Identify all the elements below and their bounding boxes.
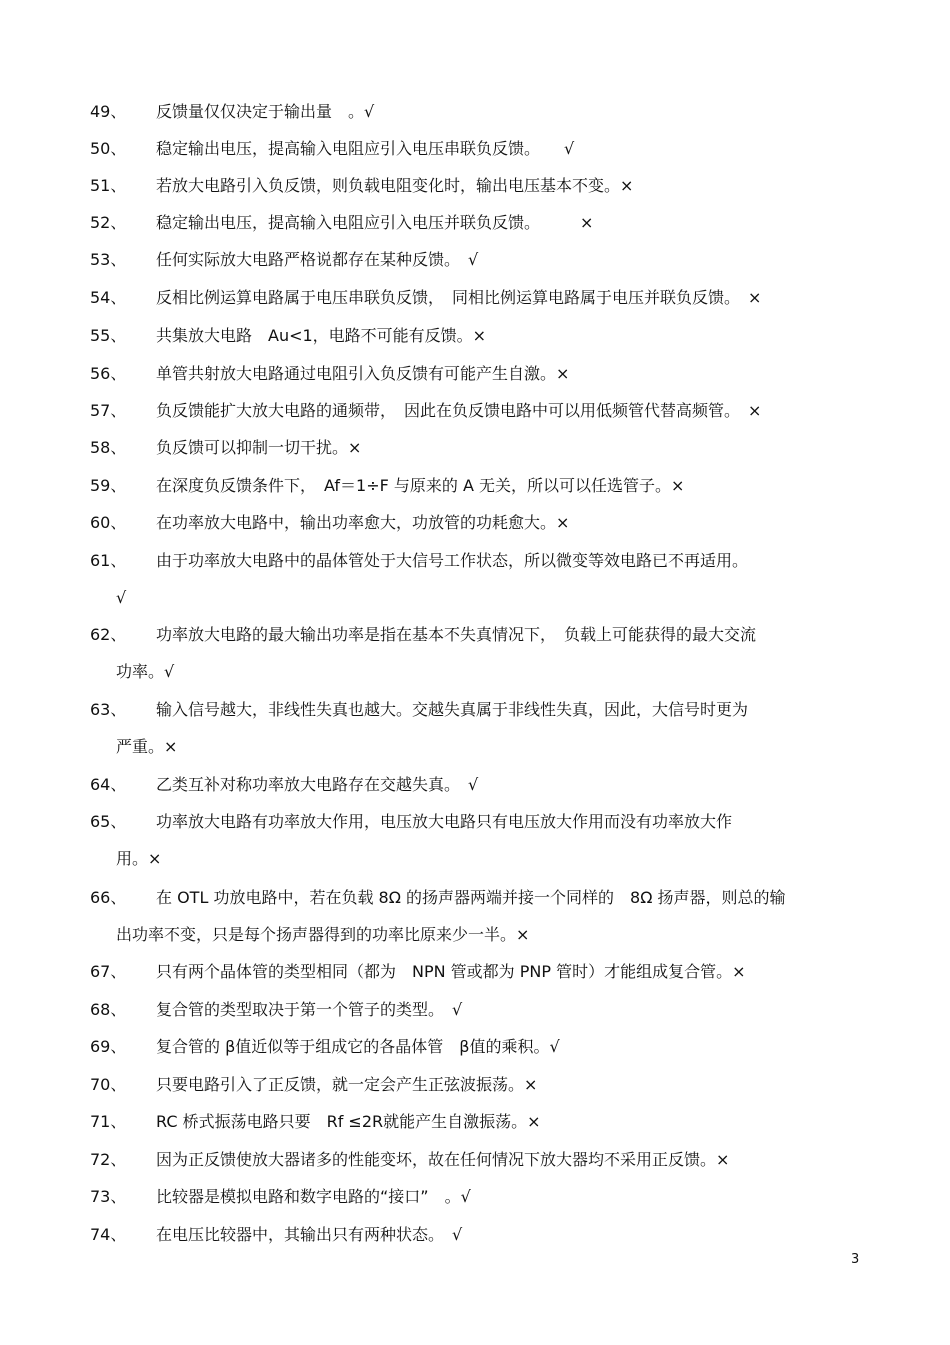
question-text: 比较器是模拟电路和数字电路的“接口” 。√ — [156, 1187, 471, 1206]
question-text: 在功率放大电路中，输出功率愈大，功放管的功耗愈大。× — [156, 513, 570, 532]
question-number: 58、 — [90, 438, 127, 457]
question-continuation: √ — [116, 588, 127, 607]
question-continuation: 功率。√ — [116, 662, 175, 681]
question-text: 若放大电路引入负反馈，则负载电阻变化时，输出电压基本不变。× — [156, 176, 634, 195]
question-text: RC 桥式振荡电路只要 Rf ≤2R就能产生自激振荡。× — [156, 1112, 541, 1131]
question-text: 复合管的类型取决于第一个管子的类型。 √ — [156, 1000, 463, 1019]
question-number: 74、 — [90, 1225, 127, 1244]
question-text: 反馈量仅仅决定于输出量 。√ — [156, 102, 375, 121]
question-number: 51、 — [90, 176, 127, 195]
question-number: 54、 — [90, 288, 127, 307]
question-number: 60、 — [90, 513, 127, 532]
question-number: 62、 — [90, 625, 127, 644]
question-text: 因为正反馈使放大器诸多的性能变坏，故在任何情况下放大器均不采用正反馈。× — [156, 1150, 730, 1169]
question-number: 71、 — [90, 1112, 127, 1131]
question-text: 乙类互补对称功率放大电路存在交越失真。 √ — [156, 775, 479, 794]
question-continuation: 严重。× — [116, 737, 178, 756]
question-text: 负反馈可以抑制一切干扰。× — [156, 438, 362, 457]
question-text: 复合管的 β值近似等于组成它的各晶体管 β值的乘积。√ — [156, 1037, 560, 1056]
question-text: 共集放大电路 Au<1，电路不可能有反馈。× — [156, 326, 487, 345]
question-text: 反相比例运算电路属于电压串联负反馈， 同相比例运算电路属于电压并联负反馈。 × — [156, 288, 762, 307]
question-number: 63、 — [90, 700, 127, 719]
question-number: 65、 — [90, 812, 127, 831]
question-text: 在电压比较器中，其输出只有两种状态。 √ — [156, 1225, 463, 1244]
question-number: 57、 — [90, 401, 127, 420]
question-number: 52、 — [90, 213, 127, 232]
question-text: 单管共射放大电路通过电阻引入负反馈有可能产生自激。× — [156, 364, 570, 383]
question-continuation: 用。× — [116, 849, 162, 868]
question-number: 68、 — [90, 1000, 127, 1019]
question-number: 49、 — [90, 102, 127, 121]
question-number: 61、 — [90, 551, 127, 570]
question-number: 55、 — [90, 326, 127, 345]
question-number: 70、 — [90, 1075, 127, 1094]
question-text: 稳定输出电压，提高输入电阻应引入电压串联负反馈。 √ — [156, 139, 575, 158]
question-text: 在深度负反馈条件下， Af＝1÷F 与原来的 A 无关，所以可以任选管子。× — [156, 476, 685, 495]
question-text: 稳定输出电压，提高输入电阻应引入电压并联负反馈。 × — [156, 213, 594, 232]
question-number: 72、 — [90, 1150, 127, 1169]
question-number: 53、 — [90, 250, 127, 269]
question-number: 59、 — [90, 476, 127, 495]
question-text: 在 OTL 功放电路中，若在负载 8Ω 的扬声器两端并接一个同样的 8Ω 扬声器，则总的输 — [156, 888, 786, 907]
question-number: 69、 — [90, 1037, 127, 1056]
question-text: 由于功率放大电路中的晶体管处于大信号工作状态，所以微变等效电路已不再适用。 — [156, 551, 749, 570]
question-text: 只有两个晶体管的类型相同（都为 NPN 管或都为 PNP 管时）才能组成复合管。× — [156, 962, 746, 981]
question-text: 负反馈能扩大放大电路的通频带， 因此在负反馈电路中可以用低频管代替高频管。 × — [156, 401, 762, 420]
question-text: 功率放大电路有功率放大作用，电压放大电路只有电压放大作用而没有功率放大作 — [156, 812, 733, 831]
question-text: 任何实际放大电路严格说都存在某种反馈。 √ — [156, 250, 479, 269]
question-text: 功率放大电路的最大输出功率是指在基本不失真情况下， 负载上可能获得的最大交流 — [156, 625, 757, 644]
question-number: 56、 — [90, 364, 127, 383]
question-continuation: 出功率不变，只是每个扬声器得到的功率比原来少一半。× — [116, 925, 530, 944]
question-number: 67、 — [90, 962, 127, 981]
question-text: 输入信号越大，非线性失真也越大。交越失真属于非线性失真，因此，大信号时更为 — [156, 700, 749, 719]
question-number: 73、 — [90, 1187, 127, 1206]
question-text: 只要电路引入了正反馈，就一定会产生正弦波振荡。× — [156, 1075, 538, 1094]
question-number: 50、 — [90, 139, 127, 158]
question-number: 66、 — [90, 888, 127, 907]
page-number: 3 — [851, 1252, 860, 1267]
question-number: 64、 — [90, 775, 127, 794]
